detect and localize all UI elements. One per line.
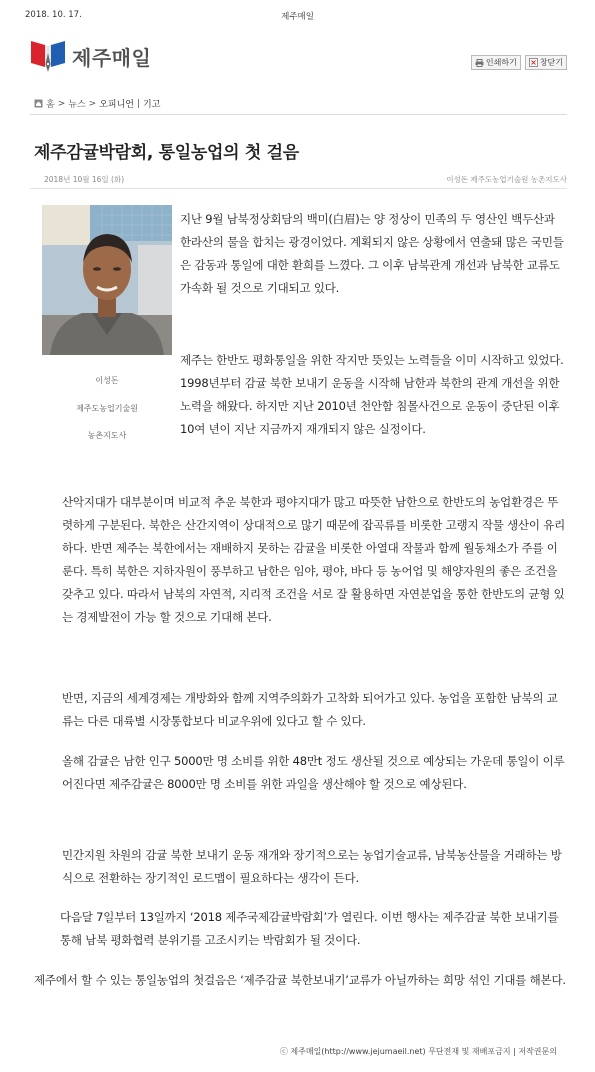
breadcrumb-section[interactable]: 오피니언 [99,100,134,110]
breadcrumb-separator: > [57,98,66,109]
printer-icon [475,59,484,67]
article-paragraph: 올해 감귤은 남한 인구 5000만 명 소비를 위한 48만t 정도 생산될 것으로 예상되는 가운데 통일이 이루어진다면 제주감귤은 8000만 명 소비를 위한 과일을 생산해야 할 것으로 예상된다. [62,754,565,791]
copyright-footer: ⓒ 제주매일(http://www.jejumaeil.net) 무단전재 및 재배포금지 | 저작권문의 [279,1047,557,1056]
photo-caption-name: 이성돈 [95,376,119,385]
header-divider [30,114,567,115]
home-icon[interactable] [34,99,43,108]
close-label: 창닫기 [539,58,563,67]
breadcrumb-separator: > [88,98,97,109]
print-site-name: 제주매일 [281,12,314,22]
article-paragraph: 다음달 7일부터 13일까지 ‘2018 제주국제감귤박람회’가 열린다. 이번 행사는 제주감귤 북한 보내기를 통해 남북 평화협력 분위기를 고조시키는 박람회가 될 것이다. [60,910,559,947]
article-meta [30,170,567,189]
print-date: 2018. 10. 17. [25,10,82,20]
site-logo[interactable] [30,39,151,73]
article-paragraph: 제주는 한반도 평화통일을 위한 작지만 뜻있는 노력들을 이미 시작하고 있었다. 1998년부터 감귤 북한 보내기 운동을 시작해 남한과 북한의 관계 개선을 위한 노력을 해왔다. 하지만 지난 2010년 천안함 침몰사건으로 운동이 중단된 이후 10여 년이 지난 지금까지 재개되지 않은 실정이다. [180,353,564,436]
article-date: 2018년 10월 16일 (화) [44,175,125,184]
article-paragraph: 산악지대가 대부분이며 비교적 추운 북한과 평야지대가 많고 따뜻한 남한으로 한반도의 농업환경은 뚜렷하게 구분된다. 북한은 산간지역이 상대적으로 많기 때문에 잡곡류를 비롯한 고랭지 작물 생산이 유리하다. 반면 제주는 북한에서는 재배하지 못하는 감귤을 비롯한 아열대 작물과 함께 월동채소가 주를 이룬다. 특히 북한은 지하자원이 풍부하고 남한은 임야, 평야, 바다 등 농어업 및 해양자원의 좋은 조건을 갖추고 있다. 따라서 남북의 자연적, 지리적 조건을 서로 잘 활용하면 자연분업을 통한 한반도의 균형 있는 경제발전이 가능 할 것으로 기대해 본다. [62,495,566,624]
article-paragraph: 제주에서 할 수 있는 통일농업의 첫걸음은 ‘제주감귤 북한보내기’교류가 아닐까하는 희망 섞인 기대를 해본다. [34,973,566,987]
photo-caption-role: 농촌지도사 [87,431,127,440]
logo-text: 제주매일 [72,45,152,70]
print-button[interactable] [471,55,521,70]
breadcrumb-divider: | [136,98,141,109]
breadcrumb [34,97,160,110]
article-paragraph: 민간지원 차원의 감귤 북한 보내기 운동 재개와 장기적으로는 농업기술교류, 남북농산물을 거래하는 방식으로 전환하는 장기적인 로드맵이 필요하다는 생각이 든다. [62,848,562,885]
author-photo [42,205,172,355]
print-label: 인쇄하기 [485,58,517,67]
article-paragraph: 지난 9월 남북정상회담의 백미(白眉)는 양 정상이 민족의 두 영산인 백두산과 한라산의 물을 합치는 광경이었다. 계획되지 않은 상황에서 연출돼 많은 국민들은 감동과 통일에 대한 환희를 느꼈다. 그 이후 남북관계 개선과 남북한 교류도 가속화 될 것으로 기대되고 있다. [180,212,564,295]
close-icon [529,58,538,67]
breadcrumb-home[interactable]: 홈 [46,100,55,110]
photo-caption-org: 제주도농업기술원 [76,404,138,413]
breadcrumb-news[interactable]: 뉴스 [68,100,86,110]
article-author: 이성돈 제주도농업기술원 농촌지도사 [446,175,567,184]
article-tools [471,55,567,70]
article-paragraph: 반면, 지금의 세계경제는 개방화와 함께 지역주의화가 고착화 되어가고 있다. 농업을 포함한 남북의 교류는 다른 대륙별 시장통합보다 비교우위에 있다고 할 수 있다. [62,691,558,728]
logo-mark-icon [30,39,66,73]
breadcrumb-subsection[interactable]: 기고 [143,100,161,110]
close-window-button[interactable] [525,55,567,70]
article-title: 제주감귤박람회, 통일농업의 첫 걸음 [34,143,299,163]
